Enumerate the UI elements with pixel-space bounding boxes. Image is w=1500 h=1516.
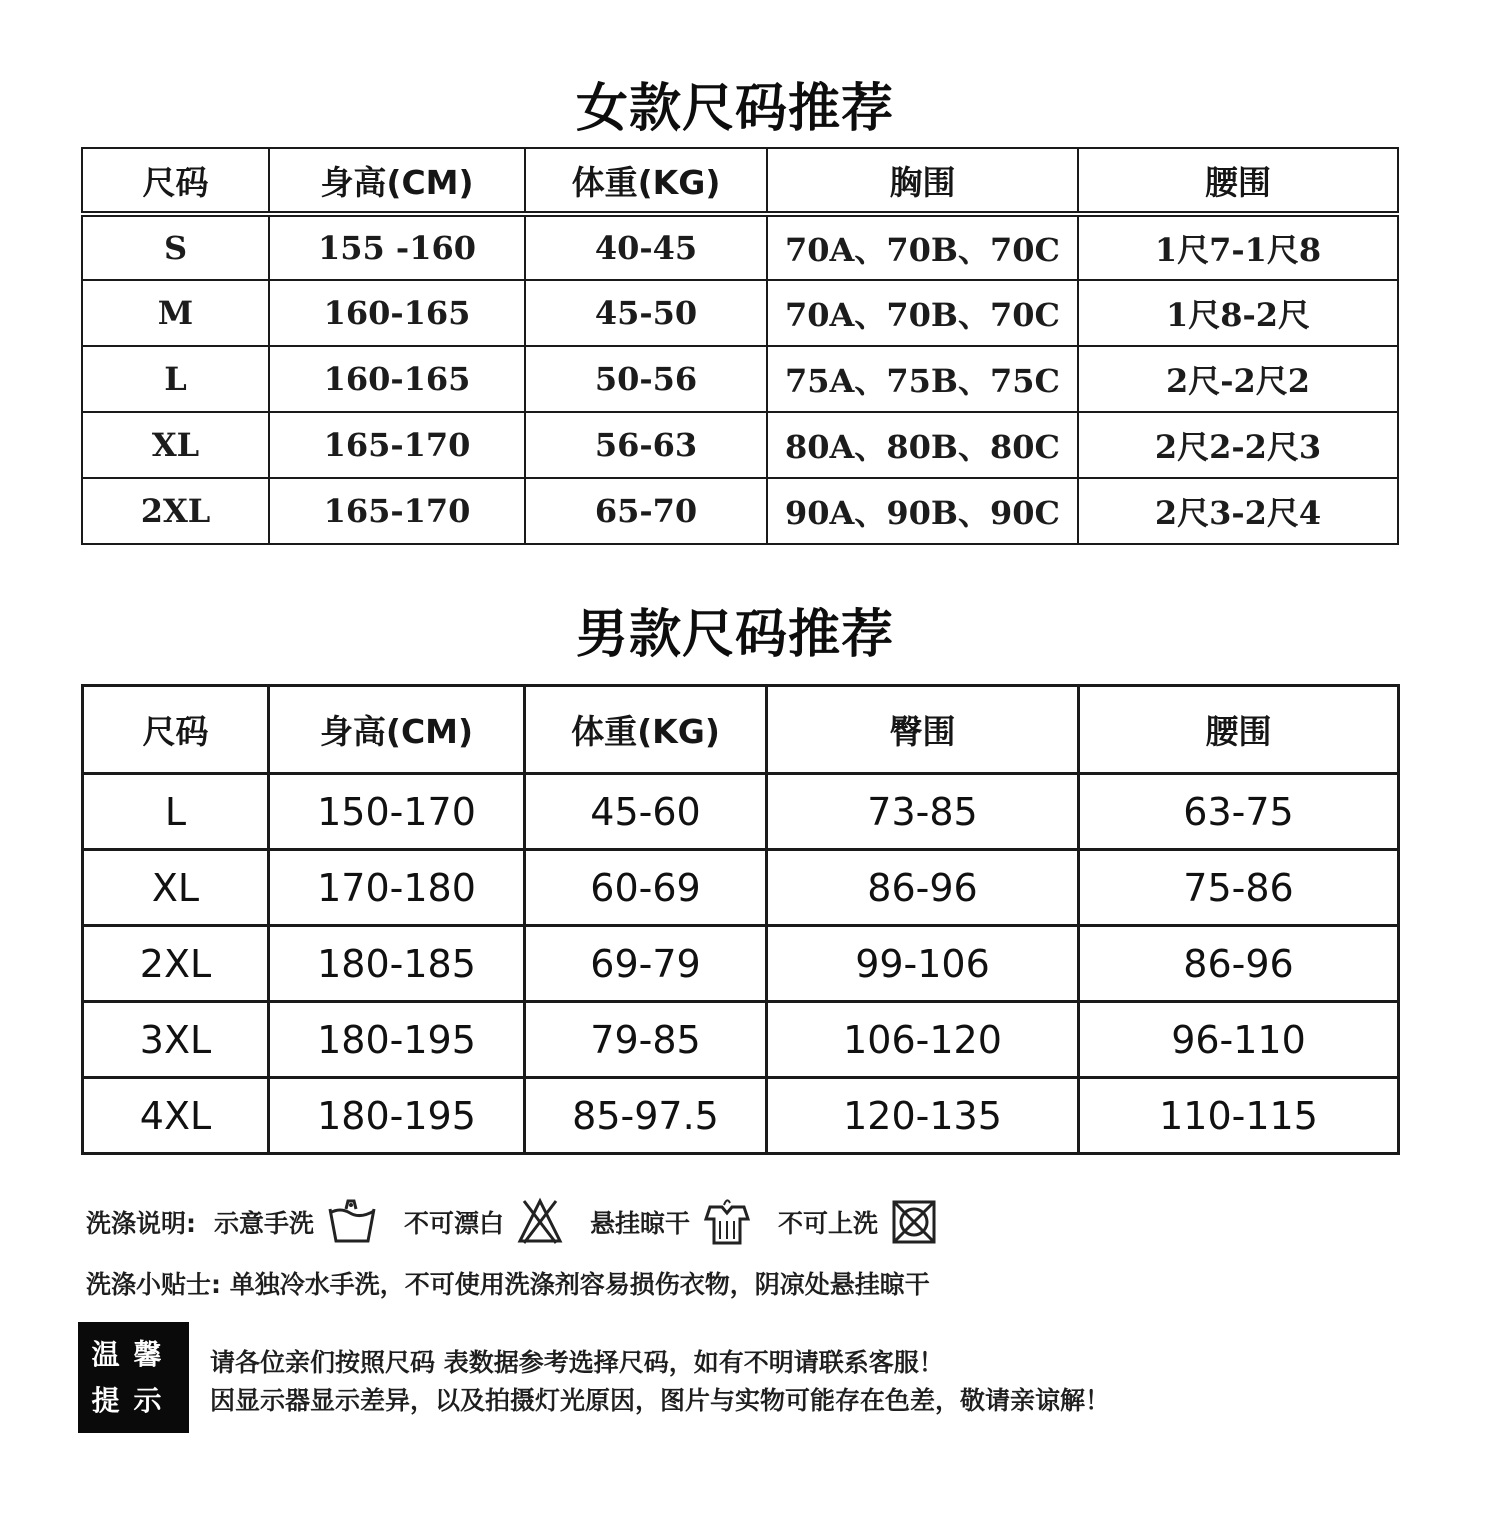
cell-waist: 1尺8-2尺 bbox=[1078, 280, 1398, 346]
cell-bust: 90A、90B、90C bbox=[767, 478, 1078, 544]
cell-bust: 75A、75B、75C bbox=[767, 346, 1078, 412]
cell-size: XL bbox=[83, 850, 269, 926]
header-height: 身高(CM) bbox=[269, 148, 525, 214]
cell-waist: 63-75 bbox=[1079, 774, 1399, 850]
table-row bbox=[82, 412, 1398, 478]
header-weight: 体重(KG) bbox=[525, 686, 767, 774]
table-header-row bbox=[83, 686, 1399, 774]
cell-height: 180-185 bbox=[269, 926, 525, 1002]
men-size-table bbox=[81, 684, 1400, 1155]
cell-height: 160-165 bbox=[269, 280, 525, 346]
cell-hip: 99-106 bbox=[767, 926, 1079, 1002]
cell-waist: 1尺7-1尺8 bbox=[1078, 214, 1398, 280]
cell-weight: 79-85 bbox=[525, 1002, 767, 1078]
cell-weight: 56-63 bbox=[525, 412, 767, 478]
header-size: 尺码 bbox=[83, 686, 269, 774]
cell-hip: 73-85 bbox=[767, 774, 1079, 850]
cell-bust: 80A、80B、80C bbox=[767, 412, 1078, 478]
cell-waist: 2尺2-2尺3 bbox=[1078, 412, 1398, 478]
cell-height: 165-170 bbox=[269, 412, 525, 478]
no-bleach-icon bbox=[516, 1197, 564, 1247]
cell-height: 180-195 bbox=[269, 1002, 525, 1078]
cell-weight: 45-60 bbox=[525, 774, 767, 850]
cell-waist: 2尺3-2尺4 bbox=[1078, 478, 1398, 544]
table-row bbox=[82, 280, 1398, 346]
hand-wash-icon bbox=[326, 1197, 378, 1247]
table-row bbox=[83, 774, 1399, 850]
cell-height: 160-165 bbox=[269, 346, 525, 412]
washing-tips: 洗涤小贴士: 单独冷水手洗，不可使用洗涤剂容易损伤衣物，阴凉处悬挂晾干 bbox=[86, 1270, 930, 1299]
cell-size: 2XL bbox=[82, 478, 269, 544]
table-row bbox=[83, 1078, 1399, 1154]
cell-bust: 70A、70B、70C bbox=[767, 280, 1078, 346]
header-hip: 臀围 bbox=[767, 686, 1079, 774]
washing-label: 洗涤说明: bbox=[86, 1209, 196, 1238]
notice-text bbox=[210, 1344, 1110, 1420]
cell-size: L bbox=[82, 346, 269, 412]
men-size-title: 男款尺码推荐 bbox=[575, 605, 894, 665]
washing-instructions bbox=[86, 1196, 964, 1248]
notice-badge bbox=[78, 1322, 189, 1433]
cell-weight: 45-50 bbox=[525, 280, 767, 346]
header-height: 身高(CM) bbox=[269, 686, 525, 774]
cell-waist: 110-115 bbox=[1079, 1078, 1399, 1154]
cell-size: L bbox=[83, 774, 269, 850]
cell-hip: 120-135 bbox=[767, 1078, 1079, 1154]
cell-hip: 106-120 bbox=[767, 1002, 1079, 1078]
no-tumble-icon bbox=[890, 1198, 938, 1246]
cell-height: 170-180 bbox=[269, 850, 525, 926]
table-row bbox=[82, 478, 1398, 544]
table-row bbox=[82, 346, 1398, 412]
header-waist: 腰围 bbox=[1078, 148, 1398, 214]
table-row bbox=[83, 850, 1399, 926]
notice-line-2: 因显示器显示差异，以及拍摄灯光原因，图片与实物可能存在色差，敬请亲谅解！ bbox=[210, 1386, 1111, 1415]
women-size-title: 女款尺码推荐 bbox=[575, 79, 894, 139]
header-weight: 体重(KG) bbox=[525, 148, 767, 214]
no-tumble-text: 不可上洗 bbox=[778, 1209, 879, 1238]
cell-size: 2XL bbox=[83, 926, 269, 1002]
cell-size: 4XL bbox=[83, 1078, 269, 1154]
cell-weight: 40-45 bbox=[525, 214, 767, 280]
table-row bbox=[83, 926, 1399, 1002]
cell-height: 150-170 bbox=[269, 774, 525, 850]
hand-wash-text: 示意手洗 bbox=[214, 1209, 315, 1238]
cell-height: 155 -160 bbox=[269, 214, 525, 280]
cell-size: S bbox=[82, 214, 269, 280]
notice-label-line1: 温馨 bbox=[91, 1337, 176, 1371]
cell-waist: 86-96 bbox=[1079, 926, 1399, 1002]
header-size: 尺码 bbox=[82, 148, 269, 214]
table-header-row bbox=[82, 148, 1398, 214]
header-waist: 腰围 bbox=[1079, 686, 1399, 774]
header-bust: 胸围 bbox=[767, 148, 1078, 214]
hang-dry-icon bbox=[702, 1197, 752, 1247]
cell-weight: 69-79 bbox=[525, 926, 767, 1002]
cell-waist: 2尺-2尺2 bbox=[1078, 346, 1398, 412]
cell-weight: 60-69 bbox=[525, 850, 767, 926]
cell-weight: 65-70 bbox=[525, 478, 767, 544]
notice-line-1: 请各位亲们按照尺码 表数据参考选择尺码，如有不明请联系客服！ bbox=[210, 1348, 944, 1377]
cell-size: M bbox=[82, 280, 269, 346]
cell-hip: 86-96 bbox=[767, 850, 1079, 926]
notice-label-line2: 提示 bbox=[91, 1383, 176, 1417]
table-row bbox=[82, 214, 1398, 280]
cell-size: 3XL bbox=[83, 1002, 269, 1078]
women-size-table bbox=[81, 147, 1399, 545]
table-row bbox=[83, 1002, 1399, 1078]
hang-dry-text: 悬挂晾干 bbox=[590, 1209, 691, 1238]
cell-size: XL bbox=[82, 412, 269, 478]
cell-weight: 50-56 bbox=[525, 346, 767, 412]
cell-height: 180-195 bbox=[269, 1078, 525, 1154]
cell-waist: 96-110 bbox=[1079, 1002, 1399, 1078]
cell-bust: 70A、70B、70C bbox=[767, 214, 1078, 280]
cell-weight: 85-97.5 bbox=[525, 1078, 767, 1154]
cell-waist: 75-86 bbox=[1079, 850, 1399, 926]
cell-height: 165-170 bbox=[269, 478, 525, 544]
no-bleach-text: 不可漂白 bbox=[404, 1209, 505, 1238]
